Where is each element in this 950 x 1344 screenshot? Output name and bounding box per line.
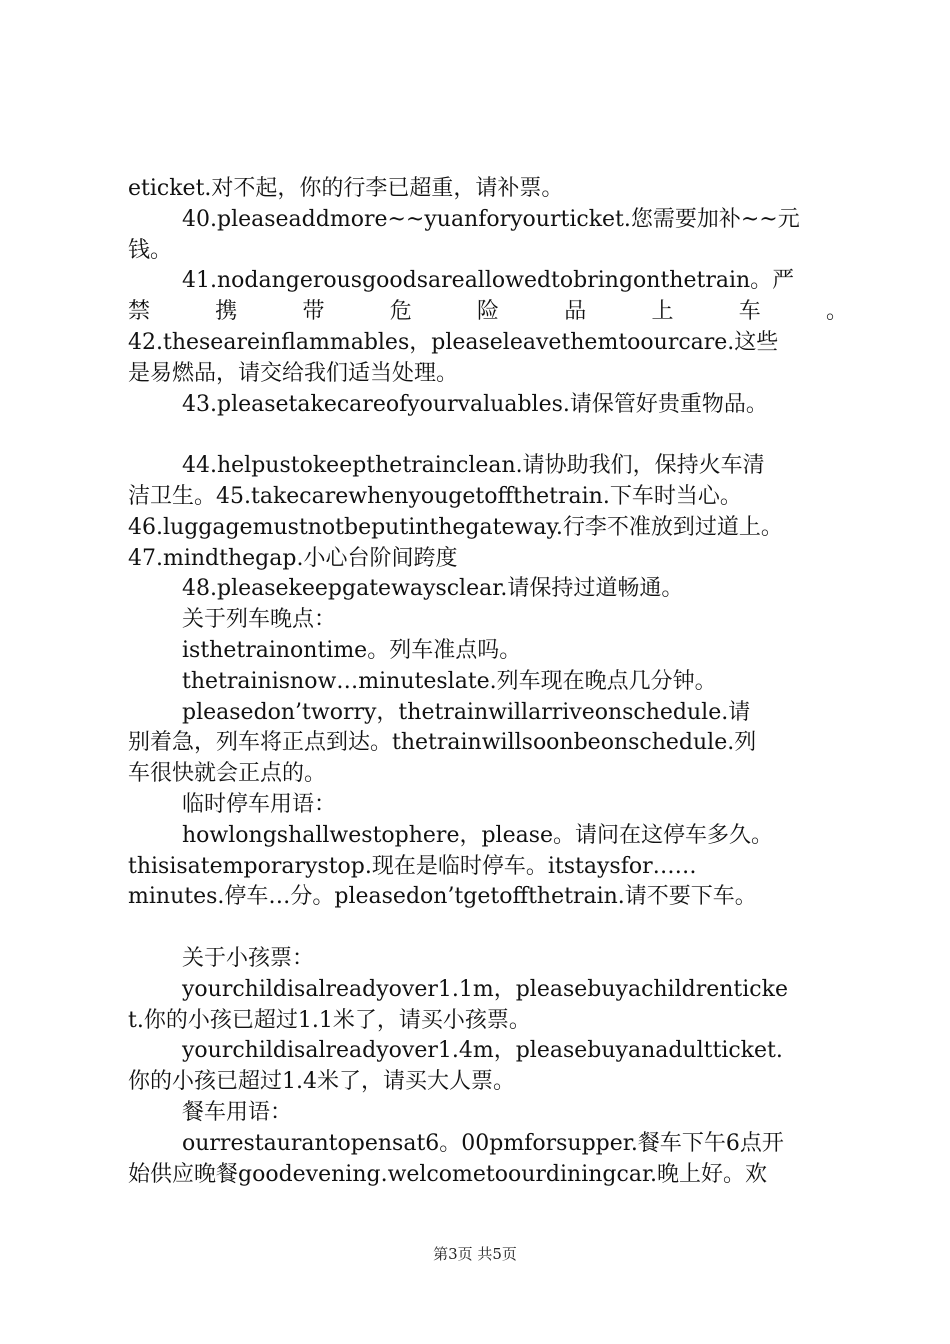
section-heading: 临时停车用语： [182, 791, 337, 817]
text-line: yourchildisalreadyover1.1m，pleasebuyachildrenticke [182, 976, 788, 1002]
text-line: 44.helpustokeepthetrainclean.请协助我们，保持火车清 [182, 453, 765, 479]
text-line: 钱。 [128, 237, 173, 263]
text-line: pleasedon’tworry，thetrainwillarriveonschedule.请 [182, 699, 751, 725]
text-line: 41.nodangerousgoodsareallowedtobringonthetrain。严 [182, 268, 795, 294]
text-line: t.你的小孩已超过1.1米了，请买小孩票。 [128, 1007, 531, 1033]
text-line: 始供应晚餐goodevening.welcometoourdiningcar.晚上好。欢 [128, 1161, 768, 1187]
text-line: 47.mindthegap.小心台阶间跨度 [128, 545, 458, 571]
section-heading: 餐车用语： [182, 1099, 293, 1125]
text-line: howlongshallwestophere，please。请问在这停车多久。 [182, 822, 774, 848]
text-line: minutes.停车…分。pleasedon’tgetoffthetrain.请不要下车。 [128, 884, 757, 910]
text-line: 43.pleasetakecareofyourvaluables.请保管好贵重物品。 [182, 391, 768, 417]
text-line: 是易燃品，请交给我们适当处理。 [128, 360, 459, 386]
text-line: 你的小孩已超过1.4米了，请买大人票。 [128, 1069, 515, 1095]
section-heading: 关于列车晚点： [182, 607, 337, 633]
section-heading: 关于小孩票： [182, 945, 315, 971]
text-line: isthetrainontime。列车准点吗。 [182, 637, 522, 663]
text-line: 40.pleaseaddmore~~yuanforyourticket.您需要加补~~元 [182, 206, 800, 232]
page-footer [0, 1243, 950, 1265]
text-line: 禁 携 带 危 险 品 上 车 。 [128, 299, 848, 325]
text-line: thisisatemporarystop.现在是临时停车。itstaysfor…… [128, 853, 697, 879]
text-line: 46.luggagemustnotbeputinthegateway.行李不准放到过道上。 [128, 514, 783, 540]
paragraph-gap [128, 420, 848, 451]
paragraph-gap [128, 913, 848, 944]
text-line: eticket.对不起，你的行李已超重，请补票。 [128, 176, 564, 201]
text-line: ourrestaurantopensat6。00pmforsupper.餐车下午6点开 [182, 1130, 784, 1156]
text-line: thetrainisnow…minuteslate.列车现在晚点几分钟。 [182, 668, 717, 694]
document-body [128, 174, 848, 1190]
text-line: 别着急，列车将正点到达。thetrainwillsoonbeonschedule.列 [128, 730, 757, 756]
text-line: 42.theseareinflammables，pleaseleavethemtoourcare.这些 [128, 329, 779, 355]
text-line: 洁卫生。45.takecarewhenyougetoffthetrain.下车时当心。 [128, 483, 742, 509]
text-line: 48.pleasekeepgatewaysclear.请保持过道畅通。 [182, 576, 684, 602]
text-line: 车很快就会正点的。 [128, 761, 327, 787]
page-number-label: 第3页 共5页 [433, 1245, 517, 1263]
text-line: yourchildisalreadyover1.4m，pleasebuyanadultticket. [182, 1038, 783, 1064]
